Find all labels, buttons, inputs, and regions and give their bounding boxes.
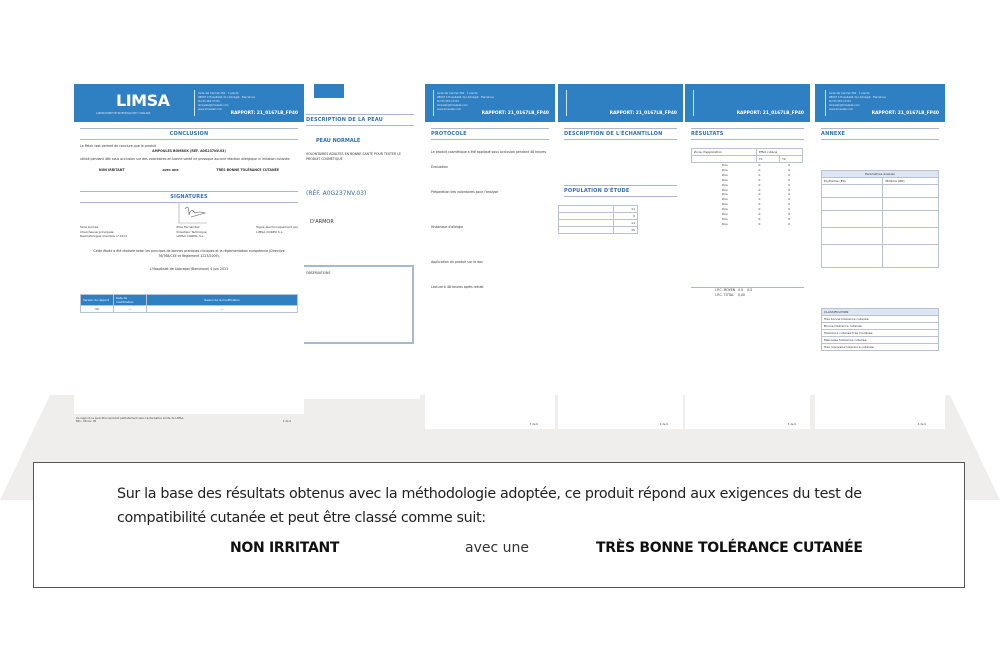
results-cell: Dos: [721, 163, 728, 167]
protocol-line: Préparation des volontaires pour l'analyse: [431, 190, 499, 194]
results-row: [691, 222, 804, 227]
results-cell: 0: [758, 221, 761, 226]
product-name: AMPOULES BOMBOX (RÉF. A0G237NV.03): [152, 149, 226, 153]
product-ref: (RÉF. A0G237NV.03): [306, 190, 367, 197]
results-cell: 0: [758, 212, 761, 217]
results-cell: 0: [788, 202, 791, 207]
conclusion-callout: [33, 462, 965, 588]
results-cell: 0: [788, 187, 791, 192]
class-item: Très bonne tolérance cutanée: [822, 316, 939, 323]
classification-table: [821, 308, 939, 351]
ipc-value: 0.0: [738, 287, 744, 292]
table-title: Paramètres évalués: [822, 171, 939, 178]
results-cell: 0: [788, 197, 791, 202]
page-footer: 6 de 6: [917, 423, 926, 426]
ipc-average-label: I.P.C. MOYEN: [715, 287, 736, 292]
results-cell: 0: [788, 182, 791, 187]
result-connector: avec une: [465, 540, 529, 556]
results-cell: Dos: [721, 207, 728, 212]
col-header: Zone d'application: [692, 149, 757, 156]
section-title: RÉSULTATS: [691, 128, 804, 140]
ipc-total: [715, 293, 804, 298]
table-cell: 11: [614, 220, 638, 227]
results-cell: Dos: [721, 167, 728, 172]
results-cell: 0: [788, 163, 791, 167]
page-header: [300, 84, 420, 114]
results-cell: 0: [788, 207, 791, 212]
report-page-protocol: [425, 84, 555, 429]
class-item: Mauvaise tolérance cutanée: [822, 337, 939, 344]
class-item: Tolérance cutanée très modérée: [822, 330, 939, 337]
results-cell: Dos: [721, 187, 728, 192]
page-header: [815, 84, 945, 122]
report-number: RAPPORT: 21_0167LB_FP40: [481, 111, 549, 116]
report-page-annexe: [815, 84, 945, 429]
statement-text: utilisé pendant 48h sous occlusion sur des volontaires en bonne santé ne provoque aucune réaction allergique ni irritation cutanée.: [80, 157, 291, 161]
results-cell: Dos: [721, 212, 728, 217]
col-header: T1: [756, 156, 779, 163]
result-mid: avec une: [162, 168, 179, 172]
result-line: [80, 168, 298, 173]
section-title: DESCRIPTION DE L'ÉCHANTILLON: [564, 128, 677, 140]
protocol-line: Lecture à 48 heures après retrait: [431, 285, 484, 289]
table-cell: —: [114, 305, 147, 312]
page-header: [685, 84, 810, 122]
legal-text: Cette étude a été réalisée selon les principes de bonnes pratiques cliniques et la réglementation européenne (Directive 76/768/CEE et Règlement 1223/2009).: [93, 248, 285, 258]
conclusion-text: Sur la base des résultats obtenus avec la méthodologie adoptée, ce produit répond aux exigences du test de compatibilité cutanée et peut être classé comme suit:: [117, 486, 862, 526]
signature-3: Signé électroniquement par LIMSA CORPO S.L.: [256, 225, 298, 234]
results-cell: 0: [788, 221, 791, 226]
revision-table: [80, 294, 298, 313]
results-cell: 0: [758, 182, 761, 187]
results-cell: 0: [758, 207, 761, 212]
results-cell: 0: [788, 192, 791, 197]
col-header: Érythème (E0): [822, 178, 883, 185]
result-non-irritant: NON IRRITANT: [230, 540, 340, 556]
report-page-results: [685, 84, 810, 429]
section-title: DESCRIPTION DE LA PEAU: [306, 114, 414, 126]
results-cell: 0: [788, 172, 791, 177]
population-table: [558, 205, 638, 234]
lab-address: Avda del Carrilet 250 · 7 planta 08907 L'Hospitalet de Llobregat · Barcelona Tel 93 263 23 84 limsalab@limsalab.com www.limsalab.com: [829, 92, 886, 111]
place-date: L'Hospitalet de Llobregat (Barcelone) 4 juin 2021: [149, 266, 229, 271]
logo: LIMSA: [116, 91, 170, 110]
col-header: Raison de la modification: [147, 294, 298, 305]
page-footer: 5 de 6: [787, 423, 796, 426]
results-cell: 0: [758, 167, 761, 172]
class-item: Bonne tolérance cutanée: [822, 323, 939, 330]
report-page-sample: [558, 84, 683, 429]
col-header: Œdème (Ø0): [883, 178, 939, 185]
results-cell: Dos: [721, 172, 728, 177]
signature-block: [80, 225, 298, 239]
lab-address: Avda del Carrilet 250 · 7 planta 08907 L'Hospitalet de Llobregat · Barcelona Tel 93 263 23 84 limsalab@limsalab.com www.limsalab.com: [198, 92, 255, 111]
result-tolerance: TRÈS BONNE TOLÉRANCE CUTANÉE: [596, 540, 863, 556]
result-left: NON IRRITANT: [98, 168, 125, 172]
page-footer: 4 de 6: [659, 423, 668, 426]
table-cell: 11: [614, 206, 638, 213]
results-cell: 0: [788, 167, 791, 172]
signatures-title: SIGNATURES: [80, 191, 298, 203]
class-item: Très mauvaise tolérance cutanée: [822, 344, 939, 351]
protocol-line: Historique d'allergie: [431, 225, 464, 229]
ipc-value: 0,00: [737, 292, 745, 297]
table-cell: 0: [614, 213, 638, 220]
ipc-value: 0.0: [747, 287, 753, 292]
results-cell: 0: [758, 192, 761, 197]
observations-box: [300, 265, 414, 344]
results-cell: Dos: [721, 221, 728, 226]
signature-2: Pilar Fernandez Directeur Technique LIMSA CORPO. S.L.: [177, 225, 207, 239]
handwritten-signature: [177, 201, 211, 225]
results-cell: 0: [788, 177, 791, 182]
results-cell: 0: [758, 197, 761, 202]
results-cell: 0: [758, 172, 761, 177]
parameters-table: [821, 170, 939, 268]
signature-1: Sara Gómez Chercheuse principale Dermatologue membre n°1213: [80, 225, 127, 238]
report-page-skin: [300, 84, 420, 399]
intro-text: Le Patch test permet de conclure que le produit: [80, 144, 157, 148]
results-cell: 0: [788, 216, 791, 221]
results-cell: Dos: [721, 177, 728, 182]
results-cell: 0: [758, 177, 761, 182]
table-cell: —: [147, 305, 298, 312]
report-number: RAPPORT: 21_0167LB_FP40: [230, 111, 298, 116]
report-page-conclusion: [74, 84, 304, 414]
protocol-line: Le produit cosmétique a été appliqué sous occlusion pendant 48 heures: [431, 150, 547, 154]
page-footer: Ce rapport ne peut être reproduit partiellement sans l'autorisation écrite de LIMSA. BIO - 08 rév. 00 2 de 6: [76, 417, 291, 423]
classification-title: CLASSIFICATION: [822, 309, 939, 316]
results-cell: Dos: [721, 182, 728, 187]
skin-type: PEAU NORMALE: [316, 138, 361, 144]
section-title: ANNEXE: [821, 128, 939, 140]
results-cell: 0: [758, 187, 761, 192]
results-cell: Dos: [721, 192, 728, 197]
client-name: D'ARMOR: [310, 219, 334, 225]
box-label: OBSERVATIONS: [306, 271, 331, 275]
results-cell: 0: [788, 212, 791, 217]
conclusion-title: CONCLUSION: [80, 128, 298, 140]
table-cell: 15: [614, 227, 638, 234]
result-right: TRÈS BONNE TOLÉRANCE CUTANÉE: [216, 168, 280, 172]
description-text: VOLONTAIRES ADULTES EN BONNE SANTÉ POUR TESTER LE PRODUIT COSMÉTIQUE: [306, 152, 401, 161]
protocol-line: Évaluation: [431, 165, 448, 169]
report-number: RAPPORT: 21_0167LB_FP40: [736, 111, 804, 116]
col-header: T2: [779, 156, 802, 163]
lab-address: Avda del Carrilet 250 · 7 planta 08907 L'Hospitalet de Llobregat · Barcelona Tel 93 263 23 84 limsalab@limsalab.com www.limsalab.com: [437, 92, 494, 111]
results-cell: 0: [758, 202, 761, 207]
col-header: Date de modification: [114, 294, 147, 305]
page-header: [74, 84, 304, 122]
report-number: RAPPORT: 21_0167LB_FP40: [871, 111, 939, 116]
page-footer: 3 de 6: [529, 423, 538, 426]
page-header: [558, 84, 683, 122]
section-title: PROTOCOLE: [431, 128, 549, 140]
results-rows: [685, 163, 810, 227]
results-cell: Dos: [721, 202, 728, 207]
report-number: RAPPORT: 21_0167LB_FP40: [609, 111, 677, 116]
results-cell: Dos: [721, 197, 728, 202]
col-header: Version du rapport: [81, 294, 114, 305]
logo-subtitle: LABORATOIRE DE INVESTIGACIÓN Y ANÁLISIS: [96, 112, 151, 115]
page-header: [425, 84, 555, 122]
results-cell: Dos: [721, 216, 728, 221]
results-cell: 0: [758, 163, 761, 167]
results-cell: 0: [758, 216, 761, 221]
table-cell: V0: [81, 305, 114, 312]
col-header: Effet cutané: [756, 149, 802, 156]
results-table: [691, 148, 803, 163]
ipc-total-label: I.P.C. TOTAL: [715, 292, 734, 297]
section-title: POPULATION D'ÉTUDE: [564, 185, 677, 197]
protocol-line: Application du produit sur le dos: [431, 260, 483, 264]
